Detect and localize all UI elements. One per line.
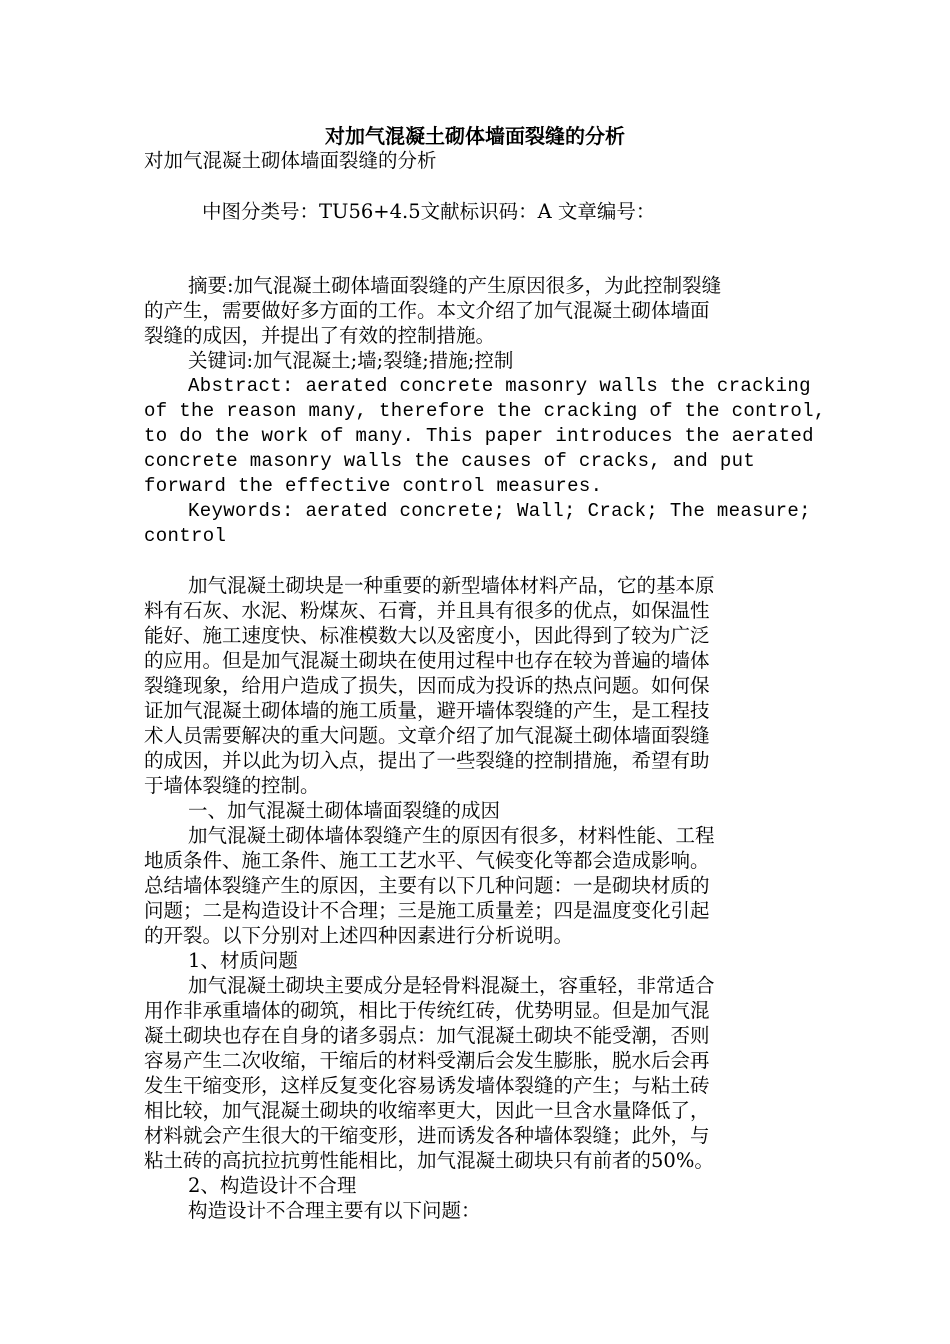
section-heading: 一、加气混凝土砌体墙面裂缝的成因 (188, 799, 501, 822)
body-line: 问题；二是构造设计不合理；三是施工质量差；四是温度变化引起 (144, 899, 710, 922)
document-title: 对加气混凝土砌体墙面裂缝的分析 (325, 124, 625, 148)
body-line: 加气混凝土砌体墙体裂缝产生的原因有很多，材料性能、工程 (188, 824, 715, 847)
abstract-cn-line: 的产生，需要做好多方面的工作。本文介绍了加气混凝土砌体墙面 (144, 299, 710, 322)
body-line: 构造设计不合理主要有以下问题： (188, 1199, 481, 1222)
body-line: 发生干缩变形，这样反复变化容易诱发墙体裂缝的产生；与粘土砖 (144, 1074, 710, 1097)
abstract-en-line: to do the work of many. This paper introduces the aerated (144, 425, 814, 447)
body-line: 相比较，加气混凝土砌块的收缩率更大，因此一旦含水量降低了， (144, 1099, 710, 1122)
body-line: 用作非承重墙体的砌筑，相比于传统红砖，优势明显。但是加气混 (144, 999, 710, 1022)
classification-line: 中图分类号：TU56+4.5文献标识码：A 文章编号： (202, 200, 656, 223)
body-line: 的应用。但是加气混凝土砌块在使用过程中也存在较为普遍的墙体 (144, 649, 710, 672)
body-line: 的成因，并以此为切入点，提出了一些裂缝的控制措施，希望有助 (144, 749, 710, 772)
body-line: 术人员需要解决的重大问题。文章介绍了加气混凝土砌体墙面裂缝 (144, 724, 710, 747)
keywords-cn-line: 关键词:加气混凝土;墙;裂缝;措施;控制 (188, 349, 514, 372)
body-line: 料有石灰、水泥、粉煤灰、石膏，并且具有很多的优点，如保温性 (144, 599, 710, 622)
abstract-en-line: concrete masonry walls the causes of cracks, and put (144, 450, 756, 472)
keywords-en-line: Keywords: aerated concrete; Wall; Crack; The measure; (188, 500, 811, 522)
body-line: 裂缝现象，给用户造成了损失，因而成为投诉的热点问题。如何保 (144, 674, 710, 697)
body-line: 的开裂。以下分别对上述四种因素进行分析说明。 (144, 924, 574, 947)
abstract-en-line: of the reason many, therefore the cracking of the control, (144, 400, 826, 422)
abstract-en-line: Abstract: aerated concrete masonry walls the cracking (188, 375, 811, 397)
body-line: 证加气混凝土砌体墙的施工质量，避开墙体裂缝的产生，是工程技 (144, 699, 710, 722)
body-line: 加气混凝土砌块是一种重要的新型墙体材料产品，它的基本原 (188, 574, 715, 597)
abstract-cn-line: 摘要:加气混凝土砌体墙面裂缝的产生原因很多，为此控制裂缝 (188, 274, 722, 297)
body-line: 地质条件、施工条件、施工工艺水平、气候变化等都会造成影响。 (144, 849, 710, 872)
body-line: 于墙体裂缝的控制。 (144, 774, 320, 797)
keywords-en-line: control (144, 525, 227, 547)
subsection-heading: 1、材质问题 (188, 949, 298, 972)
document-subtitle: 对加气混凝土砌体墙面裂缝的分析 (144, 149, 437, 172)
body-line: 总结墙体裂缝产生的原因，主要有以下几种问题：一是砌块材质的 (144, 874, 710, 897)
abstract-cn-line: 裂缝的成因，并提出了有效的控制措施。 (144, 324, 496, 347)
body-line: 凝土砌块也存在自身的诸多弱点：加气混凝土砌块不能受潮，否则 (144, 1024, 710, 1047)
body-line: 加气混凝土砌块主要成分是轻骨料混凝土，容重轻，非常适合 (188, 974, 715, 997)
body-line: 材料就会产生很大的干缩变形，进而诱发各种墙体裂缝；此外，与 (144, 1124, 710, 1147)
body-line: 粘土砖的高抗拉抗剪性能相比，加气混凝土砌块只有前者的50%。 (144, 1149, 714, 1172)
abstract-en-line: forward the effective control measures. (144, 475, 603, 497)
subsection-heading: 2、构造设计不合理 (188, 1174, 357, 1197)
body-line: 能好、施工速度快、标准模数大以及密度小，因此得到了较为广泛 (144, 624, 710, 647)
body-line: 容易产生二次收缩，干缩后的材料受潮后会发生膨胀，脱水后会再 (144, 1049, 710, 1072)
